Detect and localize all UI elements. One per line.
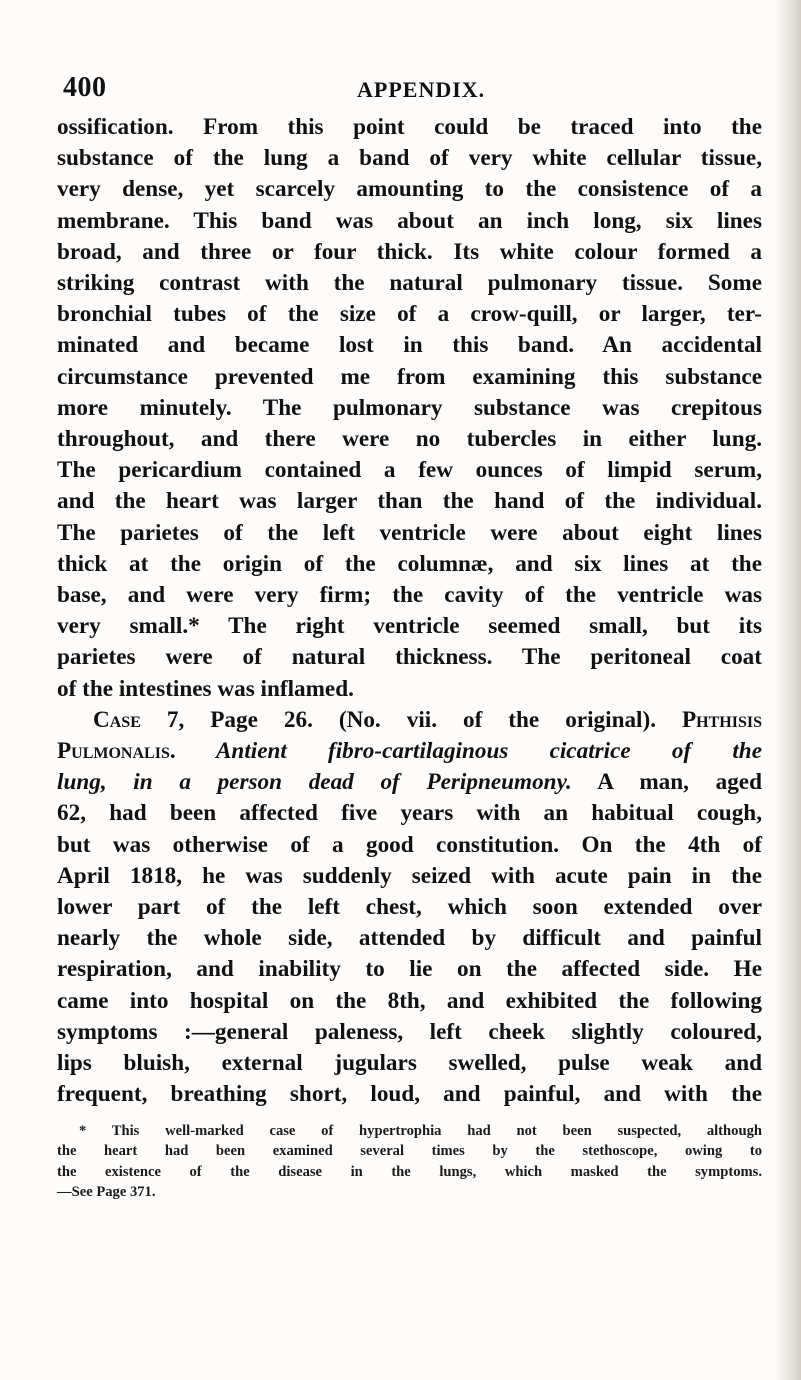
text-line: 62, had been affected five years with an habitual cough,	[57, 800, 762, 827]
text-line: broad, and three or four thick. Its white colour formed a	[57, 238, 762, 265]
text-line: symptoms :—general paleness, left cheek slightly coloured,	[57, 1018, 762, 1045]
text-line: circumstance prevented me from examining this substance	[57, 363, 762, 390]
text-line: frequent, breathing short, loud, and painful, and with the	[57, 1081, 762, 1108]
case-label: Case 7,	[93, 706, 185, 733]
text-line: respiration, and inability to lie on the affected side. He	[57, 956, 762, 983]
text-line: very small.* The right ventricle seemed small, but its	[57, 613, 762, 640]
case-subtitle-italic-1: Antient fibro-cartilaginous cicatrice of the	[175, 738, 762, 765]
book-page	[57, 0, 762, 1203]
text-line: but was otherwise of a good constitution. On the 4th of	[57, 831, 762, 858]
text-line: the existence of the disease in the lungs, which masked the symptoms.	[57, 1163, 762, 1180]
text-line: The pericardium contained a few ounces of limpid serum,	[57, 457, 762, 484]
page-header	[57, 0, 762, 112]
page-gutter-shadow	[775, 0, 801, 1380]
paragraph-case-7	[57, 705, 762, 1111]
text-line: more minutely. The pulmonary substance was crepitous	[57, 394, 762, 421]
text-line: parietes were of natural thickness. The peritoneal coat	[57, 644, 762, 671]
paragraph-autopsy	[57, 112, 762, 705]
text-line: came into hospital on the 8th, and exhibited the following	[57, 987, 762, 1014]
text-line: base, and were very firm; the cavity of the ventricle was	[57, 582, 762, 609]
text-line: ossification. From this point could be traced into the	[57, 114, 762, 140]
text-line: —See Page 371.	[57, 1184, 156, 1200]
text-line: very dense, yet scarcely amounting to the consistence of a	[57, 176, 762, 203]
text-line: lips bluish, external jugulars swelled, pulse weak and	[57, 1050, 762, 1077]
text-line: striking contrast with the natural pulmonary tissue. Some	[57, 270, 762, 297]
case-body-lines	[57, 798, 762, 1110]
text-line: of the intestines was inflamed.	[57, 675, 354, 702]
text-line: the heart had been examined several times by the stethoscope, owing to	[57, 1143, 762, 1159]
text-line: thick at the origin of the columnæ, and six lines at the	[57, 550, 762, 577]
body-text	[57, 112, 762, 1111]
text-line: and the heart was larger than the hand of the individual.	[57, 488, 762, 515]
text-line: April 1818, he was suddenly seized with acute pain in the	[57, 862, 762, 889]
running-head: APPENDIX.	[357, 77, 486, 102]
case-subtitle-italic-2: lung, in a person dead of Peripneumony.	[57, 769, 572, 796]
case-title-pulmonalis: Pulmonalis.	[57, 738, 176, 765]
case-title-phthisis: Phthisis	[682, 706, 762, 733]
footnote	[57, 1121, 762, 1203]
text-line: substance of the lung a band of very white cellular tissue,	[57, 145, 762, 172]
case-subtitle-line	[57, 736, 762, 767]
text-line: bronchial tubes of the size of a crow-quill, or larger, ter-	[57, 301, 762, 328]
page-number: 400	[63, 72, 107, 103]
text-line: membrane. This band was about an inch long, six lines	[57, 207, 762, 234]
text-line: lower part of the left chest, which soon extended over	[57, 894, 762, 921]
text-line: The parietes of the left ventricle were about eight lines	[57, 519, 762, 546]
text-line: throughout, and there were no tubercles in either lung.	[57, 426, 762, 453]
text-line: nearly the whole side, attended by difficult and painful	[57, 925, 762, 952]
text-line: minated and became lost in this band. An accidental	[57, 332, 762, 359]
case-intro-text: A man, aged	[571, 769, 762, 796]
case-heading-line	[57, 705, 762, 736]
case-reference: Page 26. (No. vii. of the original).	[184, 706, 683, 733]
text-line: * This well-marked case of hypertrophia had not been suspected, although	[79, 1122, 762, 1139]
case-subtitle-line-2	[57, 767, 762, 798]
